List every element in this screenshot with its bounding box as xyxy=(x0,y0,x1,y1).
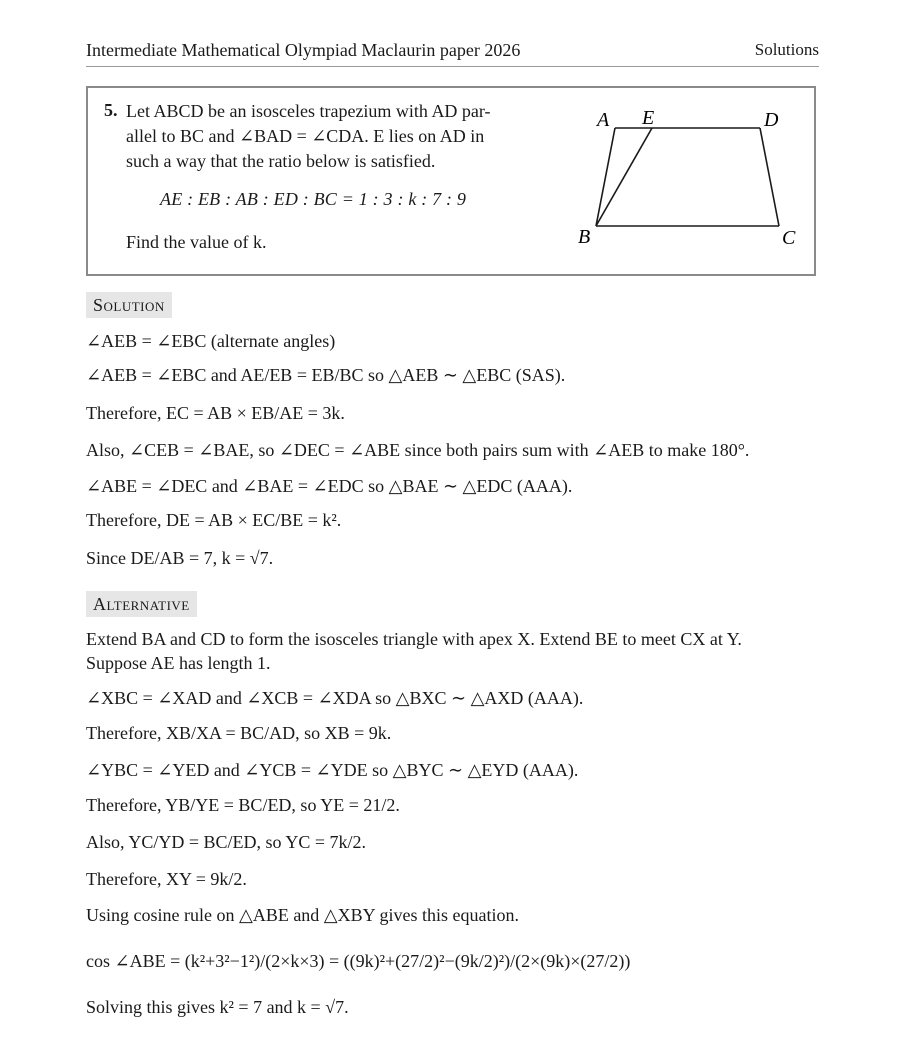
solution-line: Therefore, EC = AB × EB/AE = 3k. xyxy=(86,403,345,423)
paper-title: Intermediate Mathematical Olympiad Maclaurin paper 2026 xyxy=(86,40,521,60)
alternative-tag: Alternative xyxy=(86,591,197,617)
alternative-line: ∠YBC = ∠YED and ∠YCB = ∠YDE so △BYC ∼ △EYD (AAA). xyxy=(86,760,579,780)
alternative-line: Also, YC/YD = BC/ED, so YC = 7k/2. xyxy=(86,832,366,852)
label-c: C xyxy=(782,227,796,249)
solution-line: Therefore, DE = AB × EC/BE = k². xyxy=(86,510,342,530)
question-number: 5. xyxy=(104,100,118,120)
page-header xyxy=(86,40,819,67)
alternative-conclusion: Solving this gives k² = 7 and k = √7. xyxy=(86,997,349,1017)
question-text xyxy=(126,99,546,174)
alternative-line: Using cosine rule on △ABE and △XBY gives this equation. xyxy=(86,905,519,925)
alternative-intro-1: Extend BA and CD to form the isosceles triangle with apex X. Extend BE to meet CX at Y. xyxy=(86,629,742,649)
segment-eb xyxy=(596,128,652,226)
solution-line: Since DE/AB = 7, k = √7. xyxy=(86,548,274,568)
alternative-intro-2: Suppose AE has length 1. xyxy=(86,653,271,673)
label-a: A xyxy=(597,109,610,131)
alternative-line: Therefore, XB/XA = BC/AD, so XB = 9k. xyxy=(86,723,392,743)
question-ratio: AE : EB : AB : ED : BC = 1 : 3 : k : 7 : 9 xyxy=(160,189,467,209)
solution-line: Also, ∠CEB = ∠BAE, so ∠DEC = ∠ABE since both pairs sum with ∠AEB to make 180°. xyxy=(86,440,750,460)
label-b: B xyxy=(578,226,591,248)
question-line-1: Let ABCD be an isosceles trapezium with AD par- xyxy=(126,101,491,121)
cosine-equation: cos ∠ABE = (k²+3²−1²)/(2×k×3) = ((9k)²+(27/2)²−(9k/2)²)/(2×(9k)×(27/2)) xyxy=(86,951,631,971)
alternative-line: Therefore, YB/YE = BC/ED, so YE = 21/2. xyxy=(86,795,400,815)
section-label: Solutions xyxy=(754,40,819,59)
label-e: E xyxy=(642,107,655,129)
segment-ab xyxy=(596,128,615,226)
solution-line: ∠AEB = ∠EBC and AE/EB = EB/BC so △AEB ∼ △EBC (SAS). xyxy=(86,365,566,385)
trapezium-diagram xyxy=(572,100,802,250)
question-line-2: allel to BC and ∠BAD = ∠CDA. E lies on AD in xyxy=(126,126,485,146)
solution-line: ∠ABE = ∠DEC and ∠BAE = ∠EDC so △BAE ∼ △EDC (AAA). xyxy=(86,476,573,496)
question-line-3: such a way that the ratio below is satisfied. xyxy=(126,151,436,171)
alternative-line: ∠XBC = ∠XAD and ∠XCB = ∠XDA so △BXC ∼ △AXD (AAA). xyxy=(86,688,584,708)
segment-dc xyxy=(760,128,779,226)
alternative-line: Therefore, XY = 9k/2. xyxy=(86,869,247,889)
label-d: D xyxy=(764,109,779,131)
solution-tag: Solution xyxy=(86,292,172,318)
question-find: Find the value of k. xyxy=(126,232,267,252)
solution-line: ∠AEB = ∠EBC (alternate angles) xyxy=(86,331,336,351)
